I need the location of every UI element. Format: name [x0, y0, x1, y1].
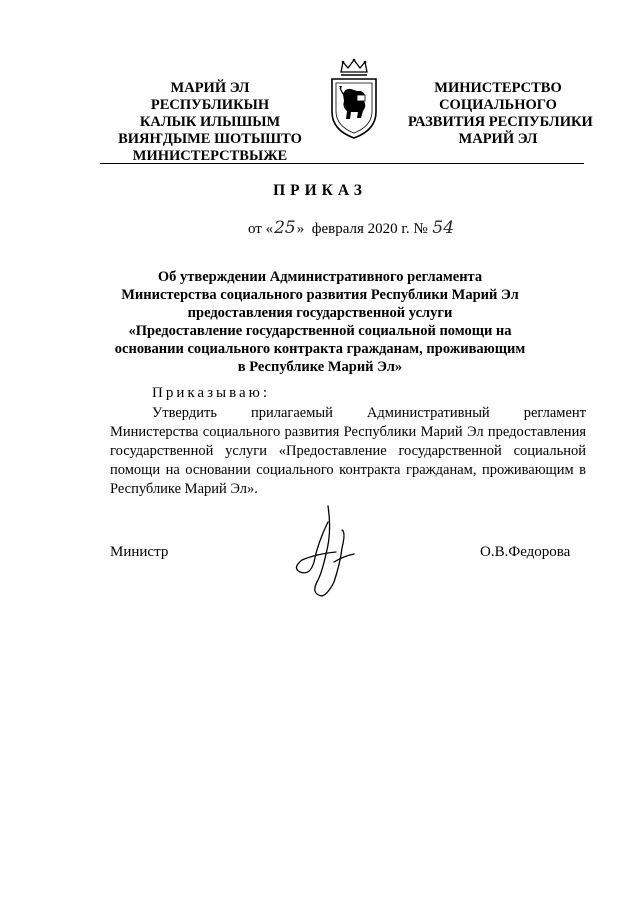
signature-mark — [288, 502, 358, 598]
subject-line: в Республике Марий Эл» — [237, 359, 403, 375]
header-right-line: МАРИЙ ЭЛ — [458, 131, 538, 147]
header-left-line: КАЛЫК ИЛЫШЫМ — [139, 114, 281, 130]
header-right-line: РАЗВИТИЯ РЕСПУБЛИКИ — [408, 114, 593, 130]
order-date-line — [248, 218, 455, 238]
header-left-line: РЕСПУБЛИКЫН — [150, 97, 270, 113]
header-left-line: ВИЯҤДЫМЕ ШОТЫШТО — [118, 131, 302, 147]
document-title: ПРИКАЗ — [273, 182, 367, 199]
subject-line: Об утверждении Административного регламента — [157, 269, 483, 285]
header-right-line: МИНИСТЕРСТВО — [434, 80, 562, 96]
date-day-handwritten: 25 — [274, 218, 296, 238]
subject-line: предоставления государственной услуги — [187, 305, 453, 321]
subject-line: основании социального контракта гражданам, проживающим — [114, 341, 526, 357]
date-prefix: от « — [248, 221, 274, 237]
order-subject — [110, 268, 530, 376]
coat-of-arms-icon — [327, 58, 381, 140]
subject-line: «Предоставление государственной социальной помощи на — [128, 323, 512, 339]
date-suffix: » февраля 2020 г. № — [296, 221, 428, 237]
header-right-line: СОЦИАЛЬНОГО — [439, 97, 557, 113]
header-divider — [100, 163, 584, 164]
header-left-line: МАРИЙ ЭЛ — [170, 80, 250, 96]
header-left-block — [104, 80, 316, 165]
signatory-name: О.В.Федорова — [480, 544, 571, 560]
signatory-title: Министр — [110, 544, 169, 560]
order-directive-label: Приказываю: — [152, 385, 270, 401]
subject-line: Министерства социального развития Республики Марий Эл — [121, 287, 519, 303]
order-body-text: Утвердить прилагаемый Административный регламент Министерства социального развития Республики Марий Эл предоставления государственной услуги «Предоставление государственной социальной помощи на основании социального контракта гражданам, проживающим в Республике Марий Эл». — [110, 405, 586, 497]
order-number-handwritten: 54 — [432, 218, 455, 238]
header-right-block — [408, 80, 593, 148]
header-left-line: МИНИСТЕРСТВЫЖЕ — [132, 148, 288, 164]
